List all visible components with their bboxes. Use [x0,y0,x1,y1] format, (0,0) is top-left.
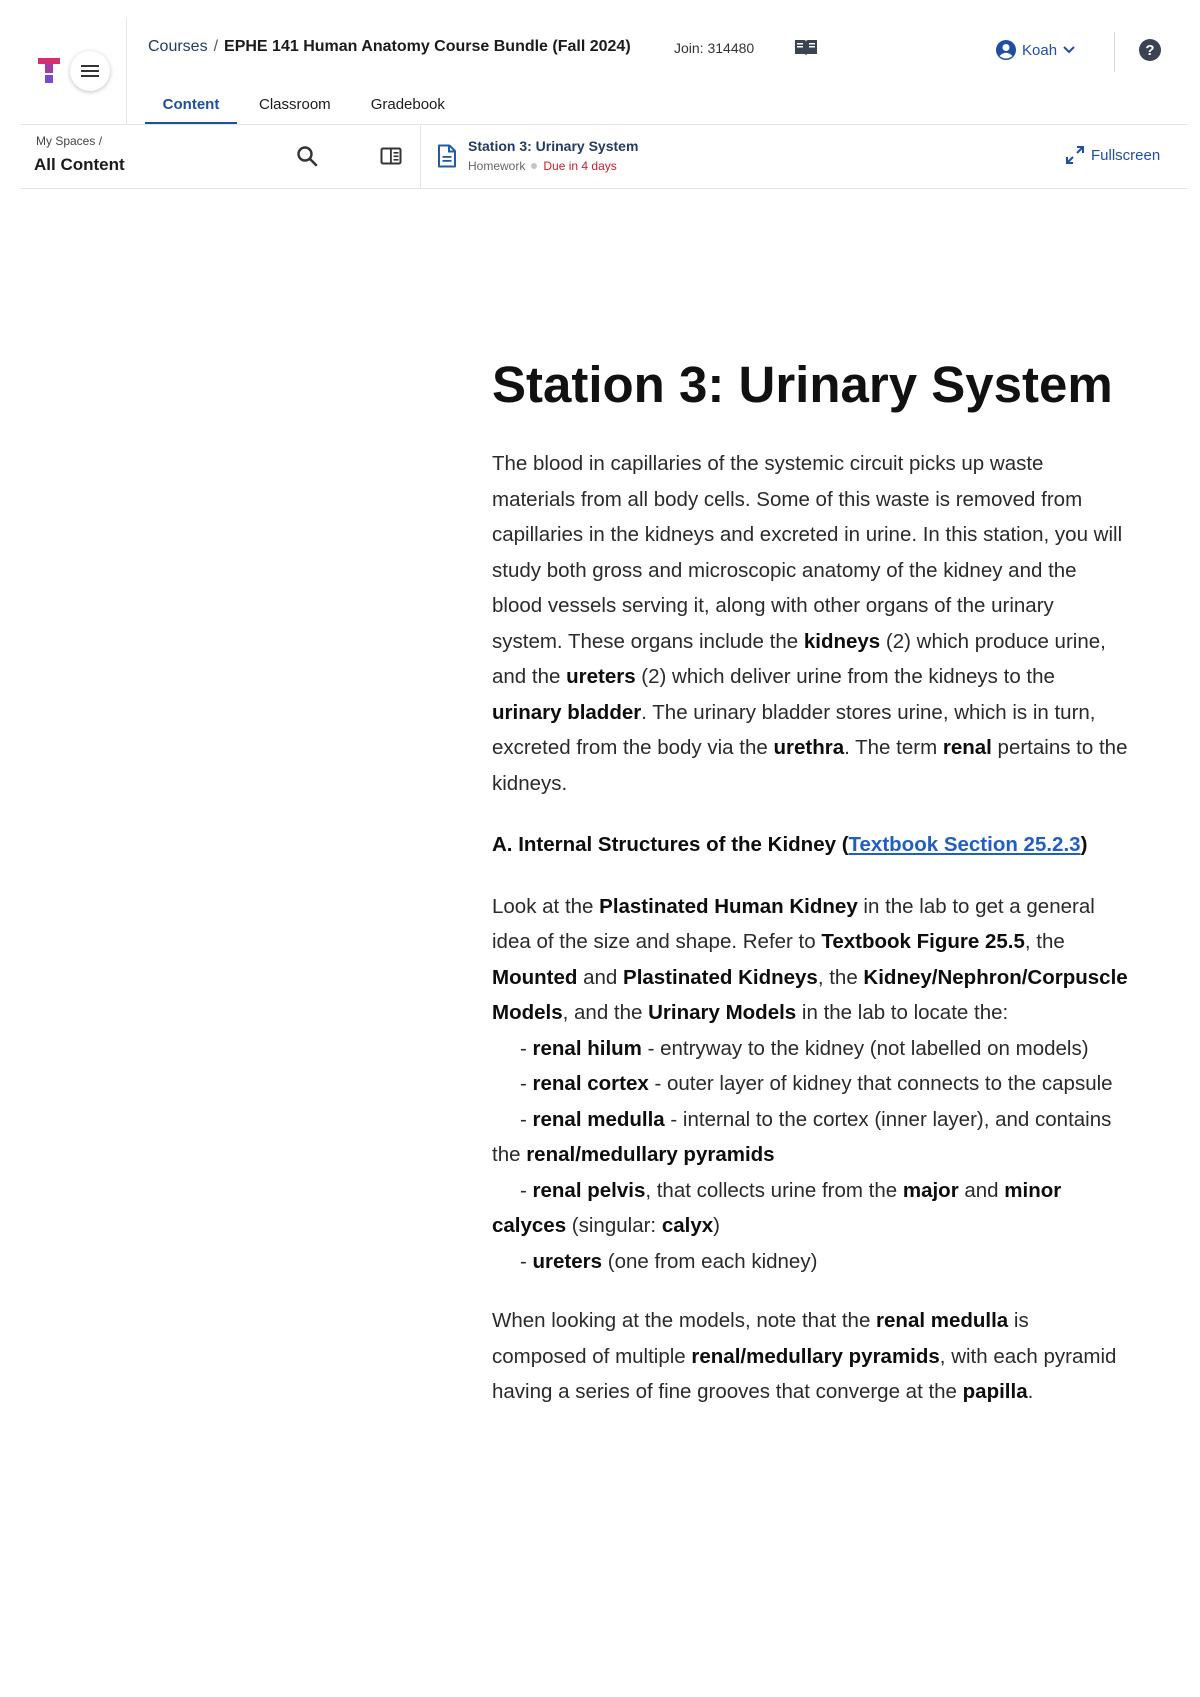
text-run: (2) which produce urine, and the [492,629,1106,688]
text-run: (2) which deliver urine from the kidneys to the [635,665,1055,688]
all-content-title[interactable]: All Content [34,155,125,174]
text-run: - entryway to the kidney (not labelled on models) [641,1036,1089,1060]
text-run: . The term [844,736,943,759]
bold-term: urinary bladder [492,700,642,724]
current-item-title: Station 3: Urinary System [468,138,639,154]
text-run: Look at the [492,894,600,918]
fullscreen-button[interactable] [1065,145,1160,165]
text-run: - [520,1072,533,1095]
bold-term: renal/medullary pyramids [526,1143,775,1166]
top-nav [20,18,1188,125]
breadcrumb-courses-link[interactable]: Courses [148,38,208,55]
course-tabs [145,92,467,124]
breadcrumb-course-name[interactable]: EPHE 141 Human Anatomy Course Bundle (Fall 2024) [224,38,631,55]
text-run: is composed of multiple [492,1309,1029,1368]
text-run: in the lab to locate the: [796,1001,1009,1024]
tab-content[interactable]: Content [145,92,237,124]
my-spaces-link[interactable]: My Spaces / [36,134,103,148]
structure-list-item [492,1173,1128,1244]
bold-term: Mounted [492,965,578,989]
bold-term: Plastinated Kidneys [623,965,818,989]
app-logo[interactable] [38,58,60,84]
text-run: - [520,1107,533,1131]
bold-term: Urinary Models [648,1001,797,1024]
text-run: , the [1024,930,1065,953]
text-run: , and the [562,1001,649,1024]
breadcrumb-separator: / [213,38,219,55]
item-meta [468,159,617,173]
text-run: - [520,1249,533,1273]
hamburger-icon [81,64,99,78]
join-code: Join: 314480 [674,40,755,56]
section-heading [492,827,1128,863]
expand-icon [1065,145,1085,165]
bold-term: papilla [962,1380,1028,1403]
document-icon [437,144,457,168]
text-run: . The urinary bladder stores urine, which is in turn, excreted from the body via the [492,700,1096,759]
user-avatar-icon [996,40,1016,60]
chevron-down-icon [1063,46,1075,54]
text-run: (one from each kidney) [602,1249,818,1273]
text-run: and [577,965,624,989]
text-run: , the [817,965,864,989]
content-toolbar [20,124,1188,189]
bold-term: renal hilum [532,1036,642,1060]
bold-term: renal [942,736,992,759]
bold-term: renal cortex [532,1072,649,1095]
breadcrumb [148,38,631,56]
bold-term: minor calyces [492,1178,1062,1237]
tab-classroom[interactable]: Classroom [259,96,331,113]
text-run: When looking at the models, note that the [492,1309,877,1332]
search-icon[interactable] [296,145,318,167]
text-run: - outer layer of kidney that connects to the capsule [648,1072,1113,1095]
due-badge: Due in 4 days [543,159,617,173]
main-menu-button[interactable] [70,51,110,91]
text-run: (singular: [566,1214,662,1237]
text-run: , with each pyramid having a series of fine grooves that converge at the [492,1344,1117,1403]
text-run: in the lab to get a general idea of the size and shape. Refer to [492,894,1095,953]
text-run: - [520,1178,533,1202]
toggle-panel-icon[interactable] [380,147,402,165]
text-run: and [958,1178,1005,1202]
structure-list-item [492,1244,1128,1280]
section-prefix: A. Internal Structures of the Kidney ( [492,833,849,856]
help-button[interactable]: ? [1139,39,1161,61]
bold-term: kidneys [803,629,881,653]
instructions-paragraph [492,889,1128,1031]
text-run: - [520,1036,533,1060]
bold-term: renal medulla [532,1107,665,1131]
text-run: ) [713,1214,720,1237]
bold-term: major [902,1178,959,1202]
structure-list-item [492,1031,1128,1067]
fullscreen-label: Fullscreen [1091,146,1161,164]
document-body [492,350,1128,1410]
bold-term: urethra [773,736,845,759]
bold-term: Kidney/Nephron/Corpuscle Models [492,965,1128,1024]
bold-term: ureters [566,665,636,688]
text-run: The blood in capillaries of the systemic circuit picks up waste materials from all body cells. Some of this waste is removed from capillaries in the kidneys and excreted in urine. In this station, you will study both gross and microscopic anatomy of the kidney and the blood vessels serving it, along with other organs of the urinary system. These organs include the [492,452,1123,653]
structure-list-item [492,1102,1128,1173]
intro-paragraph [492,446,1128,801]
user-name: Koah [1022,41,1058,59]
divider [1114,32,1115,72]
bold-term: renal/medullary pyramids [691,1344,940,1368]
user-menu[interactable] [996,38,1075,62]
bold-term: calyx [661,1214,714,1237]
section-suffix: ) [1080,833,1088,856]
divider [420,124,421,188]
text-run: - internal to the cortex (inner layer), and contains the [492,1107,1112,1166]
bold-term: Textbook Figure 25.5 [821,930,1025,953]
text-run: pertains to the kidneys. [492,736,1128,795]
textbook-section-link[interactable]: Textbook Section 25.2.3 [848,833,1081,856]
tab-gradebook[interactable]: Gradebook [370,96,445,113]
bold-term: renal medulla [876,1309,1009,1332]
bold-term: renal pelvis [532,1178,646,1202]
item-type: Homework [468,159,526,173]
bold-term: Plastinated Human Kidney [599,894,858,918]
book-icon[interactable] [794,38,818,58]
divider [126,18,127,124]
structure-list-item [492,1066,1128,1102]
bold-term: ureters [532,1249,603,1273]
models-note-paragraph [492,1303,1128,1410]
text-run: , that collects urine from the [645,1178,903,1202]
text-run: . [1027,1380,1034,1403]
document-title: Station 3: Urinary System [492,356,1113,413]
meta-dot [531,163,537,169]
